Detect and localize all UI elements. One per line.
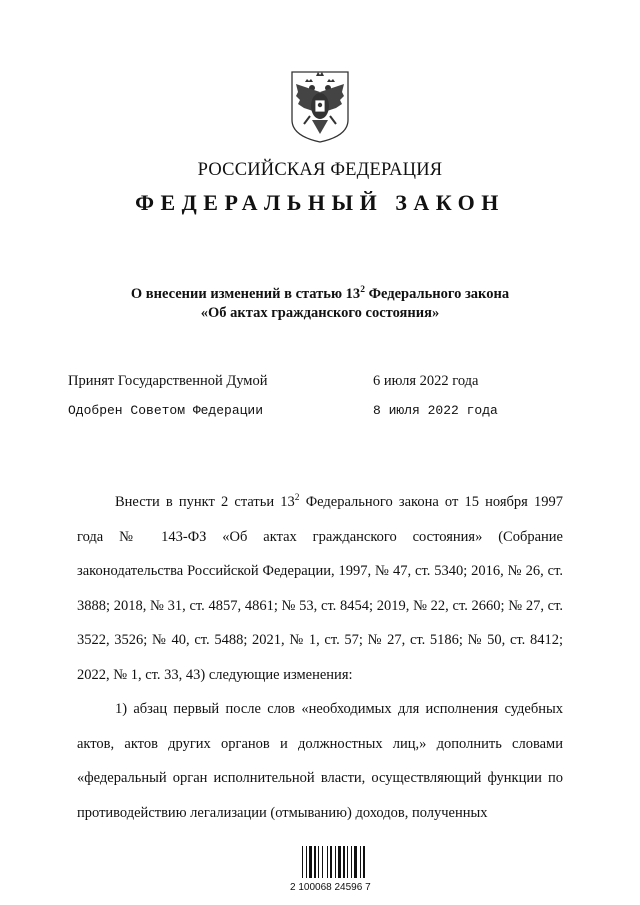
body-paragraph-1-text: Внести в пункт 2 статьи 13 xyxy=(115,494,295,510)
russian-coat-of-arms-icon xyxy=(288,70,352,144)
law-title-line-2: «Об актах гражданского состояния» xyxy=(200,305,440,321)
adoption-duma-date: 6 июля 2022 года xyxy=(373,373,479,389)
barcode-number: 2 100068 24596 7 xyxy=(290,882,371,893)
country-name: РОССИЙСКАЯ ФЕДЕРАЦИЯ xyxy=(197,160,443,180)
law-title xyxy=(70,285,570,323)
body-paragraph-1-text-end: Федерального закона от 15 ноября 1997 года № 143-ФЗ «Об актах гражданского состояния» (Собрание законодательства Российской Федерации, 1997, № 47, ст. 5340; 2016, № 26, ст. 3888; 2018, № 31, ст. 4857, 4861; № 53, ст. 8454; 2019, № 22, ст. 2660; № 27, ст. 3522, 3526; № 40, ст. 5488; 2021, № 1, ст. 57; № 27, ст. 5186; № 50, ст. 8412; 2022, № 1, ст. 33, 43) следующие изменения: xyxy=(77,494,563,683)
law-title-line-1 xyxy=(70,285,570,304)
body-paragraph-2: 1) абзац первый после слов «необходимых для исполнения судебных актов, актов других органов и должностных лиц,» дополнить словами «федеральный орган исполнительной власти, осуществляющий функции по противодействию легализации (отмыванию) доходов, полученных xyxy=(77,701,563,821)
body-paragraph-1 xyxy=(77,485,563,692)
adoption-council-date: 8 июля 2022 года xyxy=(373,403,498,418)
barcode xyxy=(290,836,371,896)
adoption-duma-label: Принят Государственной Думой xyxy=(68,373,268,389)
law-type: ФЕДЕРАЛЬНЫЙ ЗАКОН xyxy=(135,190,505,215)
adoption-council-label: Одобрен Советом Федерации xyxy=(68,403,264,418)
article-superscript: 2 xyxy=(360,285,365,295)
article-superscript: 2 xyxy=(294,493,300,503)
law-title-text-end: Федерального закона xyxy=(364,286,510,302)
barcode-icon xyxy=(290,836,370,880)
law-title-text: О внесении изменений в статью 13 xyxy=(130,286,361,302)
law-body xyxy=(77,485,563,830)
